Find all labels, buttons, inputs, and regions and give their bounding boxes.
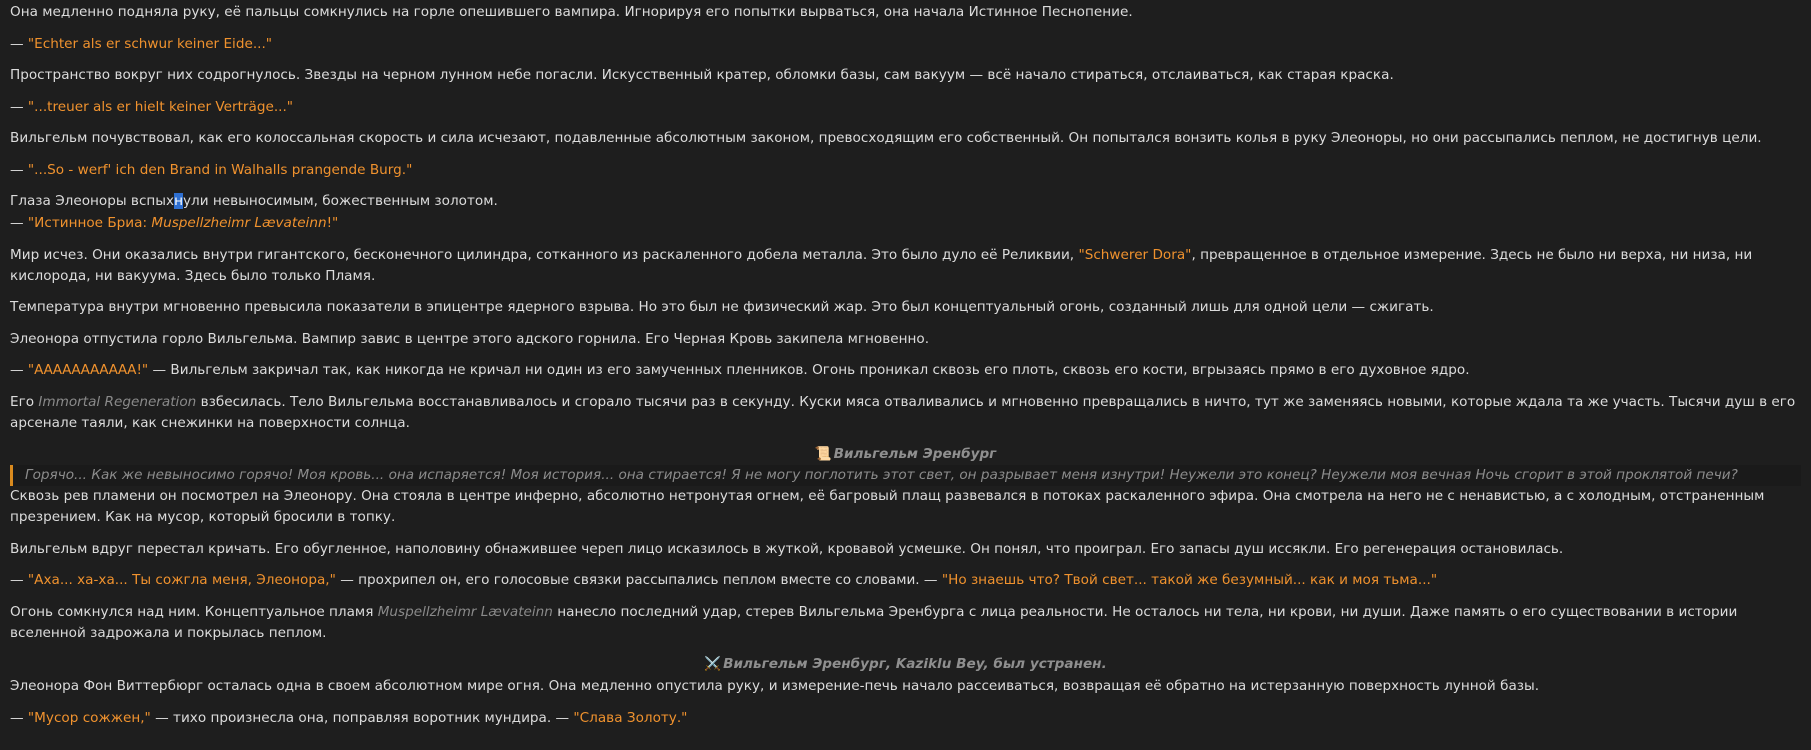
incantation-quote: "Echter als er schwur keiner Eide..." <box>27 35 273 52</box>
scream-quote: "ААААААААААА!" <box>27 362 149 378</box>
text-run: — тихо произнесла она, поправляя воротник мундира. — <box>150 709 574 726</box>
system-message <box>10 654 1801 675</box>
incantation-quote: "...So - werf' ich den Brand in Walhalls prangende Burg." <box>27 161 413 178</box>
dialogue-line <box>10 97 1801 118</box>
dialogue-line <box>10 213 1801 234</box>
ability-name: Muspellzheimr Lævateinn <box>377 603 553 620</box>
dash: — <box>10 709 28 726</box>
text-selection[interactable]: н <box>174 193 183 209</box>
paragraph: Вильгельм вдруг перестал кричать. Его обугленное, наполовину обнажившее череп лицо исказилось в жуткой, кровавой усмешке. Он понял, что проиграл. Его запасы душ иссякли. Его регенерация остановилась. <box>10 540 1564 557</box>
dialogue-quote: "Мусор сожжен," <box>27 709 151 726</box>
dialogue-quote: "Но знаешь что? Твой свет... такой же безумный... как и моя тьма..." <box>941 572 1438 588</box>
text-run: взбесилась. Тело Вильгельма восстанавливалось и сгорало тысячи раз в секунду. Куски мяса отваливались и мгновенно превращались в ничто, тут же заменяясь новыми, которые ждала та же участь. Тысячи душ в его арсенале таяли, как снежинки на поверхности солнца. <box>10 393 1796 431</box>
relic-name: "Schwerer Dora" <box>1078 246 1192 263</box>
text-run: !" <box>326 215 339 231</box>
paragraph: Температура внутри мгновенно превысила показатели в эпицентре ядерного взрыва. Но это был не физический жар. Это был концептуальный огонь, созданный лишь для одной цели — сжигать. <box>10 299 1434 315</box>
inner-monologue-quote: Горячо... Как же невыносимо горячо! Моя кровь... она испаряется! Моя история... она стирается! Я не могу поглотить этот свет, он разрывает меня изнутри! Неужели это конец? Неужели моя вечная Ночь сгорит в этой проклятой печи? <box>10 465 1801 486</box>
crossed-swords-icon: ⚔️ <box>704 656 722 672</box>
dash: — <box>10 35 28 52</box>
text-run: Глаза Элеоноры вспых <box>10 193 175 209</box>
paragraph: Элеонора Фон Виттербюрг осталась одна в своем абсолютном мире огня. Она медленно опустила руку, и измерение-печь начало рассеиваться, возвращая её обратно на истерзанную поверхность лунной базы. <box>10 678 1540 694</box>
dialogue-line <box>10 570 1801 591</box>
ability-name: Immortal Regeneration <box>38 393 197 410</box>
paragraph: Элеонора отпустила горло Вильгельма. Вампир завис в центре этого адского горнила. Его Черная Кровь закипела мгновенно. <box>10 330 930 347</box>
dialogue-quote: "Слава Золоту." <box>573 709 688 726</box>
text-run: нанесло последний удар, стерев Вильгельма Эренбурга с лица реальности. Не осталось ни тела, ни крови, ни души. Даже память о его существовании в истории вселенной задрожала и покрылась пеплом. <box>10 603 1738 641</box>
dialogue-line <box>10 160 1801 181</box>
dash: — <box>10 572 28 588</box>
speaker-header <box>10 444 1801 465</box>
dialogue-line <box>10 360 1801 381</box>
text-run: Его <box>10 393 39 410</box>
text-run: Мир исчез. Они оказались внутри гигантского, бесконечного цилиндра, сотканного из раскаленного добела металла. Это было дуло её Реликвии, <box>10 246 1079 263</box>
paragraph[interactable] <box>10 191 1801 212</box>
brea-name: Muspellzheimr Lævateinn <box>151 215 327 231</box>
dialogue-line <box>10 708 1801 729</box>
dialogue-quote: "Аха... ха-ха... Ты сожгла меня, Элеонора," <box>27 572 336 588</box>
scroll-icon: 📜 <box>814 446 832 462</box>
dash: — <box>10 215 28 231</box>
paragraph: Сквозь рев пламени он посмотрел на Элеонору. Она стояла в центре инферно, абсолютно нетронутая огнем, её багровый плащ развевался в потоках раскаленного эфира. Она смотрела на него не с ненавистью, а с холодным, отстраненным презрением. Как на мусор, который бросили в топку. <box>10 488 1765 525</box>
paragraph: Вильгельм почувствовал, как его колоссальная скорость и сила исчезают, подавленные абсолютным законом, превосходящим его собственный. Он попытался вонзить колья в руку Элеоноры, но они рассыпались пеплом, не достигнув цели. <box>10 130 1762 146</box>
text-run: "Истинное Бриа: <box>27 215 152 231</box>
text-run: ули невыносимым, божественным золотом. <box>182 193 498 209</box>
incantation-quote: "...treuer als er hielt keiner Verträge..." <box>27 98 294 115</box>
paragraph: Она медленно подняла руку, её пальцы сомкнулись на горле опешившего вампира. Игнорируя его попытки вырваться, она начала Истинное Песнопение. <box>10 4 1133 20</box>
paragraph: Пространство вокруг них содрогнулось. Звезды на черном лунном небе погасли. Искусственный кратер, обломки базы, сам вакуум — всё начало стираться, отслаиваться, как старая краска. <box>10 67 1394 83</box>
dialogue-line <box>10 34 1801 55</box>
dash: — <box>10 161 28 178</box>
paragraph <box>10 392 1801 434</box>
dash: — <box>10 362 28 378</box>
paragraph <box>10 245 1801 287</box>
system-message-text: Вильгельм Эренбург, Kaziklu Bey, был устранен. <box>723 656 1107 672</box>
text-run: — Вильгельм закричал так, как никогда не кричал ни один из его замученных пленников. Огонь проникал сквозь его плоть, сквозь его кости, вгрызаясь прямо в его духовное ядро. <box>148 362 1470 378</box>
brea-quote <box>28 215 338 231</box>
speaker-name: Вильгельм Эренбург <box>833 446 997 462</box>
paragraph <box>10 602 1801 644</box>
text-run: Огонь сомкнулся над ним. Концептуальное пламя <box>10 603 378 620</box>
text-run: , превращенное в отдельное измерение. Здесь не было ни верха, ни низа, ни кислорода, ни вакуума. Здесь было только Пламя. <box>10 246 1753 284</box>
text-run: — прохрипел он, его голосовые связки рассыпались пеплом вместе со словами. — <box>335 572 942 588</box>
dash: — <box>10 98 28 115</box>
